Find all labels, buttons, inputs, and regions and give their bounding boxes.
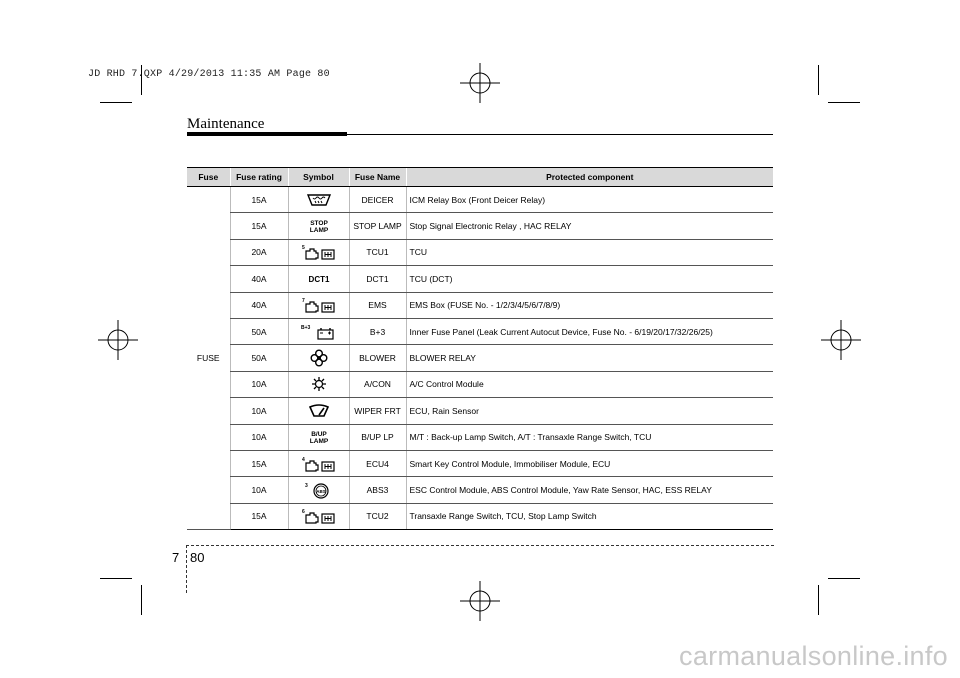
protected-component: Smart Key Control Module, Immobiliser Module, ECU — [406, 450, 773, 476]
registration-mark-top — [455, 60, 505, 106]
table-row — [187, 187, 773, 213]
crop-mark — [818, 65, 819, 95]
fuse-rating: 10A — [230, 424, 288, 450]
fuse-rating: 40A — [230, 292, 288, 318]
protected-component: ICM Relay Box (Front Deicer Relay) — [406, 187, 773, 213]
protected-component: Stop Signal Electronic Relay , HAC RELAY — [406, 213, 773, 239]
protected-component: EMS Box (FUSE No. - 1/2/3/4/5/6/7/8/9) — [406, 292, 773, 318]
crop-mark — [100, 102, 132, 103]
chapter-number: 7 — [172, 550, 180, 565]
fuse-rating: 10A — [230, 477, 288, 503]
fuse-name: EMS — [349, 292, 406, 318]
crop-mark — [828, 578, 860, 579]
fuse-rating: 20A — [230, 239, 288, 265]
fuse-name: TCU2 — [349, 503, 406, 529]
svg-text:LAMP: LAMP — [309, 227, 328, 235]
fuse-name: WIPER FRT — [349, 398, 406, 424]
table-row — [187, 477, 773, 503]
fuse-name: DEICER — [349, 187, 406, 213]
svg-text:6: 6 — [301, 509, 305, 516]
registration-mark-left — [95, 317, 141, 363]
table-row — [187, 318, 773, 344]
fuse-rating: 50A — [230, 345, 288, 371]
header-protected-component: Protected component — [406, 168, 773, 187]
svg-text:B+3: B+3 — [300, 324, 310, 331]
fuse-name: DCT1 — [349, 266, 406, 292]
section-title: Maintenance — [187, 116, 265, 132]
table-row — [187, 398, 773, 424]
protected-component: Transaxle Range Switch, TCU, Stop Lamp Switch — [406, 503, 773, 529]
fuse-rating: 40A — [230, 266, 288, 292]
fuse-group-label: FUSE — [187, 187, 230, 530]
table-row — [187, 239, 773, 265]
engine-trans-icon — [301, 507, 337, 525]
crop-mark — [100, 578, 132, 579]
registration-mark-right — [818, 317, 864, 363]
footer-rule — [186, 545, 774, 546]
table-row — [187, 213, 773, 239]
fuse-rating: 10A — [230, 371, 288, 397]
engine-trans-icon — [301, 243, 337, 261]
header-fuse-rating: Fuse rating — [230, 168, 288, 187]
fuse-rating: 15A — [230, 450, 288, 476]
svg-text:LAMP: LAMP — [309, 438, 328, 446]
engine-trans-icon — [301, 296, 337, 314]
svg-text:5: 5 — [301, 245, 305, 252]
svg-text:B/UP: B/UP — [310, 431, 327, 439]
title-rule-thick — [187, 132, 347, 136]
header-fuse: Fuse — [187, 168, 230, 187]
protected-component: ESC Control Module, ABS Control Module, Yaw Rate Sensor, HAC, ESS RELAY — [406, 477, 773, 503]
svg-text:ABS: ABS — [315, 488, 326, 494]
crop-mark — [828, 102, 860, 103]
protected-component: Inner Fuse Panel (Leak Current Autocut Device, Fuse No. - 6/19/20/17/32/26/25) — [406, 318, 773, 344]
ac-icon — [311, 376, 327, 392]
page-number: 80 — [190, 550, 205, 565]
protected-component: BLOWER RELAY — [406, 345, 773, 371]
fuse-rating: 10A — [230, 398, 288, 424]
table-header-row — [187, 168, 773, 187]
battery-icon — [300, 323, 338, 341]
protected-component: TCU (DCT) — [406, 266, 773, 292]
blower-icon — [310, 349, 328, 367]
backup-lamp-icon — [304, 429, 334, 445]
fuse-name: B/UP LP — [349, 424, 406, 450]
print-slug: JD RHD 7.QXP 4/29/2013 11:35 AM Page 80 — [88, 69, 330, 80]
footer-divider — [186, 545, 187, 593]
fuse-name: ECU4 — [349, 450, 406, 476]
crop-mark — [818, 585, 819, 615]
fuse-name: B+3 — [349, 318, 406, 344]
fuse-name: TCU1 — [349, 239, 406, 265]
table-row — [187, 292, 773, 318]
svg-text:4: 4 — [301, 456, 305, 463]
protected-component: A/C Control Module — [406, 371, 773, 397]
svg-text:3: 3 — [304, 482, 308, 489]
protected-component: TCU — [406, 239, 773, 265]
table-row — [187, 503, 773, 529]
abs-icon — [303, 481, 335, 499]
deicer-icon — [306, 193, 332, 207]
fuse-name: STOP LAMP — [349, 213, 406, 239]
table-row — [187, 424, 773, 450]
watermark: carmanualsonline.info — [679, 641, 948, 671]
engine-trans-icon — [301, 455, 337, 473]
crop-mark — [141, 585, 142, 615]
protected-component: M/T : Back-up Lamp Switch, A/T : Transaxle Range Switch, TCU — [406, 424, 773, 450]
table-row — [187, 450, 773, 476]
fuse-rating: 15A — [230, 213, 288, 239]
title-rule-thin — [347, 134, 773, 135]
fuse-name: ABS3 — [349, 477, 406, 503]
header-symbol: Symbol — [288, 168, 349, 187]
svg-text:DCT1: DCT1 — [308, 274, 329, 284]
fuse-rating: 15A — [230, 503, 288, 529]
table-row — [187, 345, 773, 371]
fuse-rating: 15A — [230, 187, 288, 213]
table-row — [187, 371, 773, 397]
registration-mark-bottom — [455, 578, 505, 624]
table-row — [187, 266, 773, 292]
fuse-table — [187, 167, 773, 530]
dct1-icon — [304, 273, 334, 285]
svg-text:7: 7 — [301, 298, 305, 305]
protected-component: ECU, Rain Sensor — [406, 398, 773, 424]
stop-lamp-icon — [304, 218, 334, 234]
wiper-icon — [308, 404, 330, 418]
fuse-name: A/CON — [349, 371, 406, 397]
fuse-name: BLOWER — [349, 345, 406, 371]
fuse-rating: 50A — [230, 318, 288, 344]
header-fuse-name: Fuse Name — [349, 168, 406, 187]
svg-text:STOP: STOP — [309, 220, 328, 228]
